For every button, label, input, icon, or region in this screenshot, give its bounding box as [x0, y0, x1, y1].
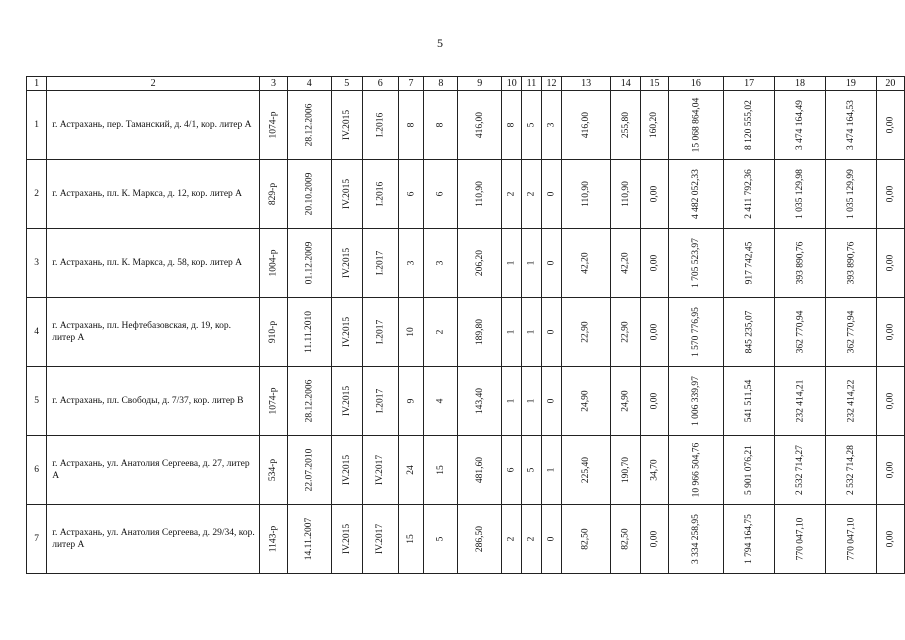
- column-number-header: 7: [398, 77, 424, 91]
- cell-text: I.2016: [375, 112, 386, 138]
- value-cell: [876, 298, 904, 367]
- value-cell: [876, 160, 904, 229]
- column-number-header: 12: [541, 77, 561, 91]
- value-cell: [424, 436, 458, 505]
- value-cell: [876, 367, 904, 436]
- address-cell: г. Астрахань, пл. К. Маркса, д. 12, кор. литер А: [47, 160, 260, 229]
- cell-text: 0,00: [649, 392, 660, 410]
- value-cell: [562, 505, 611, 574]
- cell-text: 0: [546, 536, 557, 542]
- table-row: [27, 505, 905, 574]
- value-cell: [562, 298, 611, 367]
- cell-text: IV.2015: [341, 316, 352, 348]
- cell-text: 1074-р: [268, 387, 279, 415]
- value-cell: [876, 436, 904, 505]
- column-number-header: 9: [458, 77, 502, 91]
- cell-text: 1074-р: [268, 111, 279, 139]
- value-cell: [541, 91, 561, 160]
- cell-text: 190,70: [620, 456, 631, 484]
- cell-text: 6: [435, 191, 446, 197]
- cell-text: 206,20: [474, 249, 485, 277]
- cell-text: 110,90: [474, 181, 485, 207]
- cell-text: 1004-р: [268, 249, 279, 277]
- row-number-cell: 6: [27, 436, 47, 505]
- address-cell: г. Астрахань, пл. Свободы, д. 7/37, кор. литер В: [47, 367, 260, 436]
- value-cell: [825, 229, 876, 298]
- value-cell: [541, 367, 561, 436]
- value-cell: [724, 505, 775, 574]
- cell-text: 2: [435, 329, 446, 335]
- value-cell: [458, 505, 502, 574]
- value-cell: [775, 367, 826, 436]
- cell-text: 1: [526, 329, 537, 335]
- value-cell: [331, 505, 362, 574]
- cell-text: I.2016: [375, 181, 386, 207]
- cell-text: 481,60: [474, 456, 485, 484]
- cell-text: IV.2015: [341, 247, 352, 279]
- column-number-header: 6: [362, 77, 398, 91]
- cell-text: 0,00: [885, 185, 896, 203]
- cell-text: 20.10.2009: [304, 172, 315, 216]
- value-cell: [362, 505, 398, 574]
- value-cell: [424, 91, 458, 160]
- value-cell: [362, 160, 398, 229]
- value-cell: [611, 367, 641, 436]
- cell-text: 24,90: [620, 390, 631, 412]
- table-row: [27, 436, 905, 505]
- cell-text: 42,20: [620, 252, 631, 274]
- cell-text: IV.2015: [341, 385, 352, 417]
- value-cell: [825, 505, 876, 574]
- value-cell: [458, 367, 502, 436]
- cell-text: 8: [406, 122, 417, 128]
- cell-text: 22,90: [620, 321, 631, 343]
- value-cell: [775, 505, 826, 574]
- cell-text: 24: [406, 465, 417, 475]
- cell-text: 362 770,94: [795, 310, 806, 354]
- page-number: 5: [437, 36, 443, 50]
- value-cell: [775, 160, 826, 229]
- cell-text: I.2017: [375, 250, 386, 276]
- cell-text: 5 901 076,21: [744, 445, 755, 495]
- cell-text: 1 570 776,95: [690, 307, 701, 357]
- cell-text: 225,40: [581, 456, 592, 484]
- cell-text: 2: [506, 191, 517, 197]
- value-cell: [522, 298, 542, 367]
- cell-text: 1 794 164,75: [744, 514, 755, 564]
- cell-text: IV.2015: [341, 178, 352, 210]
- table-row: [27, 229, 905, 298]
- value-cell: [522, 229, 542, 298]
- cell-text: 143,40: [474, 387, 485, 415]
- cell-text: 4: [435, 398, 446, 404]
- value-cell: [562, 229, 611, 298]
- register-table: [26, 76, 905, 574]
- value-cell: [502, 505, 522, 574]
- cell-text: 1: [506, 398, 517, 404]
- cell-text: 910-р: [268, 320, 279, 344]
- value-cell: [502, 367, 522, 436]
- cell-text: 541 511,54: [744, 379, 755, 423]
- cell-text: 0: [546, 398, 557, 404]
- value-cell: [260, 367, 288, 436]
- cell-text: 0,00: [885, 323, 896, 341]
- value-cell: [522, 505, 542, 574]
- cell-text: 3 334 258,95: [690, 514, 701, 564]
- value-cell: [398, 436, 424, 505]
- cell-text: 10: [406, 327, 417, 337]
- cell-text: 8: [506, 122, 517, 128]
- value-cell: [724, 298, 775, 367]
- value-cell: [362, 436, 398, 505]
- cell-text: 0,00: [885, 392, 896, 410]
- row-number-cell: 3: [27, 229, 47, 298]
- value-cell: [287, 298, 331, 367]
- value-cell: [260, 505, 288, 574]
- cell-text: 829-р: [268, 182, 279, 206]
- row-number-cell: 7: [27, 505, 47, 574]
- cell-text: 15: [406, 534, 417, 544]
- cell-text: 189,80: [474, 318, 485, 346]
- value-cell: [331, 298, 362, 367]
- cell-text: 11.11.2010: [304, 310, 315, 354]
- cell-text: 362 770,94: [845, 310, 856, 354]
- value-cell: [611, 229, 641, 298]
- header-row: [27, 77, 905, 91]
- cell-text: 42,20: [581, 252, 592, 274]
- value-cell: [260, 160, 288, 229]
- cell-text: 286,50: [474, 525, 485, 553]
- cell-text: 2 532 714,27: [795, 445, 806, 495]
- value-cell: [562, 160, 611, 229]
- address-cell: г. Астрахань, ул. Анатолия Сергеева, д. 29/34, кор. литер А: [47, 505, 260, 574]
- address-cell: г. Астрахань, пер. Таманский, д. 4/1, кор. литер А: [47, 91, 260, 160]
- value-cell: [502, 229, 522, 298]
- value-cell: [287, 367, 331, 436]
- value-cell: [641, 436, 668, 505]
- value-cell: [260, 298, 288, 367]
- value-cell: [287, 160, 331, 229]
- column-number-header: 5: [331, 77, 362, 91]
- column-number-header: 8: [424, 77, 458, 91]
- value-cell: [641, 367, 668, 436]
- value-cell: [541, 298, 561, 367]
- cell-text: 3 474 164,49: [795, 100, 806, 150]
- value-cell: [825, 160, 876, 229]
- column-number-header: 19: [825, 77, 876, 91]
- value-cell: [668, 160, 724, 229]
- cell-text: 3: [435, 260, 446, 266]
- cell-text: 770 047,10: [845, 517, 856, 561]
- value-cell: [502, 436, 522, 505]
- column-number-header: 11: [522, 77, 542, 91]
- value-cell: [775, 298, 826, 367]
- column-number-header: 2: [47, 77, 260, 91]
- cell-text: 2 411 792,36: [744, 169, 755, 219]
- value-cell: [611, 160, 641, 229]
- value-cell: [825, 367, 876, 436]
- cell-text: 0,00: [885, 116, 896, 134]
- cell-text: 845 235,07: [744, 310, 755, 354]
- value-cell: [424, 367, 458, 436]
- value-cell: [502, 298, 522, 367]
- cell-text: 22,90: [581, 321, 592, 343]
- cell-text: 14.11.2007: [304, 517, 315, 561]
- value-cell: [641, 160, 668, 229]
- column-number-header: 20: [876, 77, 904, 91]
- value-cell: [876, 229, 904, 298]
- value-cell: [398, 229, 424, 298]
- cell-text: 1: [546, 467, 557, 473]
- value-cell: [522, 436, 542, 505]
- cell-text: 5: [435, 536, 446, 542]
- value-cell: [668, 91, 724, 160]
- value-cell: [876, 505, 904, 574]
- value-cell: [724, 367, 775, 436]
- cell-text: 1 035 129,99: [845, 169, 856, 219]
- cell-text: 3 474 164,53: [845, 100, 856, 150]
- value-cell: [424, 505, 458, 574]
- value-cell: [541, 436, 561, 505]
- value-cell: [398, 367, 424, 436]
- value-cell: [724, 229, 775, 298]
- value-cell: [424, 229, 458, 298]
- value-cell: [641, 91, 668, 160]
- cell-text: 8 120 555,02: [744, 100, 755, 150]
- cell-text: 8: [435, 122, 446, 128]
- cell-text: 82,50: [581, 528, 592, 550]
- value-cell: [287, 229, 331, 298]
- cell-text: 416,00: [474, 111, 485, 139]
- column-number-header: 14: [611, 77, 641, 91]
- cell-text: 2 532 714,28: [845, 445, 856, 495]
- value-cell: [424, 160, 458, 229]
- table-row: [27, 91, 905, 160]
- cell-text: 28.12.2006: [304, 379, 315, 423]
- cell-text: 10 966 504,76: [690, 442, 701, 498]
- cell-text: 0,00: [649, 254, 660, 272]
- value-cell: [398, 91, 424, 160]
- cell-text: 255,80: [620, 111, 631, 139]
- cell-text: 0,00: [649, 323, 660, 341]
- cell-text: 5: [526, 467, 537, 473]
- value-cell: [562, 367, 611, 436]
- cell-text: 5: [526, 122, 537, 128]
- cell-text: IV.2017: [375, 523, 386, 555]
- cell-text: 0: [546, 260, 557, 266]
- value-cell: [611, 91, 641, 160]
- value-cell: [641, 298, 668, 367]
- column-number-header: 15: [641, 77, 668, 91]
- value-cell: [775, 91, 826, 160]
- cell-text: 0: [546, 329, 557, 335]
- cell-text: 0,00: [649, 185, 660, 203]
- value-cell: [362, 298, 398, 367]
- cell-text: 0,00: [649, 530, 660, 548]
- value-cell: [362, 229, 398, 298]
- cell-text: 9: [406, 398, 417, 404]
- value-cell: [775, 436, 826, 505]
- value-cell: [260, 91, 288, 160]
- value-cell: [541, 229, 561, 298]
- value-cell: [562, 436, 611, 505]
- column-number-header: 1: [27, 77, 47, 91]
- cell-text: 28.12.2006: [304, 103, 315, 147]
- cell-text: 393 890,76: [845, 241, 856, 285]
- value-cell: [458, 436, 502, 505]
- value-cell: [287, 91, 331, 160]
- value-cell: [668, 229, 724, 298]
- cell-text: 3: [546, 122, 557, 128]
- value-cell: [398, 505, 424, 574]
- cell-text: 01.12.2009: [304, 241, 315, 285]
- column-number-header: 3: [260, 77, 288, 91]
- column-number-header: 10: [502, 77, 522, 91]
- value-cell: [724, 436, 775, 505]
- cell-text: IV.2015: [341, 454, 352, 486]
- cell-text: 0: [546, 191, 557, 197]
- value-cell: [331, 436, 362, 505]
- cell-text: 6: [406, 191, 417, 197]
- cell-text: 2: [526, 536, 537, 542]
- cell-text: 232 414,22: [845, 379, 856, 423]
- value-cell: [398, 298, 424, 367]
- cell-text: 917 742,45: [744, 241, 755, 285]
- value-cell: [458, 160, 502, 229]
- value-cell: [458, 298, 502, 367]
- row-number-cell: 1: [27, 91, 47, 160]
- address-cell: г. Астрахань, ул. Анатолия Сергеева, д. 27, литер А: [47, 436, 260, 505]
- cell-text: 82,50: [620, 528, 631, 550]
- cell-text: 34,70: [649, 459, 660, 481]
- cell-text: 1 006 339,97: [690, 376, 701, 426]
- value-cell: [611, 505, 641, 574]
- value-cell: [611, 298, 641, 367]
- cell-text: 1: [526, 260, 537, 266]
- value-cell: [362, 91, 398, 160]
- value-cell: [668, 436, 724, 505]
- value-cell: [331, 229, 362, 298]
- cell-text: 0,00: [885, 530, 896, 548]
- row-number-cell: 5: [27, 367, 47, 436]
- cell-text: 0,00: [885, 461, 896, 479]
- cell-text: 3: [406, 260, 417, 266]
- value-cell: [668, 298, 724, 367]
- cell-text: 1143-р: [268, 525, 279, 553]
- value-cell: [825, 298, 876, 367]
- cell-text: 15 068 864,04: [690, 97, 701, 153]
- cell-text: 110,90: [581, 181, 592, 207]
- cell-text: 416,00: [581, 111, 592, 139]
- cell-text: 22.07.2010: [304, 448, 315, 492]
- row-number-cell: 2: [27, 160, 47, 229]
- value-cell: [641, 505, 668, 574]
- value-cell: [362, 367, 398, 436]
- cell-text: 4 482 052,33: [690, 169, 701, 219]
- row-number-cell: 4: [27, 298, 47, 367]
- cell-text: 15: [435, 465, 446, 475]
- table-row: [27, 298, 905, 367]
- value-cell: [724, 160, 775, 229]
- cell-text: 110,90: [620, 181, 631, 207]
- value-cell: [502, 91, 522, 160]
- value-cell: [260, 436, 288, 505]
- column-number-header: 13: [562, 77, 611, 91]
- value-cell: [825, 91, 876, 160]
- value-cell: [260, 229, 288, 298]
- value-cell: [331, 160, 362, 229]
- cell-text: 770 047,10: [795, 517, 806, 561]
- value-cell: [724, 91, 775, 160]
- value-cell: [562, 91, 611, 160]
- column-number-header: 18: [775, 77, 826, 91]
- value-cell: [541, 160, 561, 229]
- column-number-header: 4: [287, 77, 331, 91]
- cell-text: IV.2015: [341, 523, 352, 555]
- cell-text: 1: [506, 260, 517, 266]
- column-number-header: 17: [724, 77, 775, 91]
- cell-text: 160,20: [649, 111, 660, 139]
- value-cell: [287, 505, 331, 574]
- value-cell: [331, 367, 362, 436]
- cell-text: IV.2015: [341, 109, 352, 141]
- cell-text: 1: [526, 398, 537, 404]
- value-cell: [331, 91, 362, 160]
- value-cell: [825, 436, 876, 505]
- value-cell: [458, 91, 502, 160]
- table-row: [27, 160, 905, 229]
- value-cell: [502, 160, 522, 229]
- value-cell: [398, 160, 424, 229]
- cell-text: 232 414,21: [795, 379, 806, 423]
- value-cell: [522, 367, 542, 436]
- value-cell: [522, 160, 542, 229]
- cell-text: 393 890,76: [795, 241, 806, 285]
- value-cell: [775, 229, 826, 298]
- address-cell: г. Астрахань, пл. Нефтебазовская, д. 19, кор. литер А: [47, 298, 260, 367]
- cell-text: IV.2017: [375, 454, 386, 486]
- cell-text: 534-р: [268, 458, 279, 482]
- value-cell: [641, 229, 668, 298]
- address-cell: г. Астрахань, пл. К. Маркса, д. 58, кор. литер А: [47, 229, 260, 298]
- cell-text: 2: [526, 191, 537, 197]
- cell-text: I.2017: [375, 319, 386, 345]
- value-cell: [424, 298, 458, 367]
- table-row: [27, 367, 905, 436]
- cell-text: 0,00: [885, 254, 896, 272]
- value-cell: [611, 436, 641, 505]
- value-cell: [876, 91, 904, 160]
- value-cell: [668, 367, 724, 436]
- value-cell: [458, 229, 502, 298]
- cell-text: 6: [506, 467, 517, 473]
- cell-text: 24,90: [581, 390, 592, 412]
- value-cell: [541, 505, 561, 574]
- column-number-header: 16: [668, 77, 724, 91]
- cell-text: 2: [506, 536, 517, 542]
- value-cell: [668, 505, 724, 574]
- cell-text: 1 705 523,97: [690, 238, 701, 288]
- cell-text: 1: [506, 329, 517, 335]
- cell-text: I.2017: [375, 388, 386, 414]
- value-cell: [287, 436, 331, 505]
- value-cell: [522, 91, 542, 160]
- cell-text: 1 035 129,98: [795, 169, 806, 219]
